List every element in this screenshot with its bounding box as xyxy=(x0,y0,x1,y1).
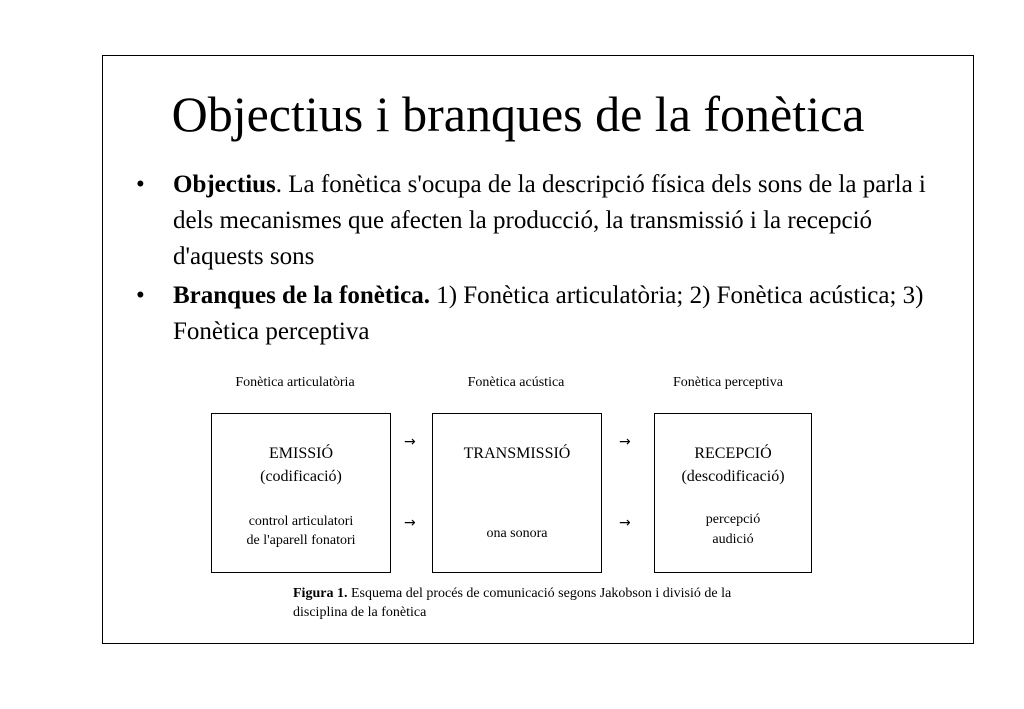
arrow-right-icon: → xyxy=(404,515,416,531)
bullet-text xyxy=(173,167,958,275)
box-detail-line: control articulatori xyxy=(248,514,354,529)
box-title: RECEPCIÓ xyxy=(694,445,772,462)
arrow-right-icon: → xyxy=(404,434,416,450)
box-title: TRANSMISSIÓ xyxy=(463,445,571,462)
box-detail-block xyxy=(212,512,390,550)
bullet-text xyxy=(173,278,958,350)
box-transmissio xyxy=(432,413,602,573)
box-detail-block xyxy=(655,510,811,550)
box-detail-line: audició xyxy=(712,532,754,547)
box-subtitle: (codificació) xyxy=(260,468,342,485)
box-detail-block xyxy=(433,522,601,545)
arrow-right-icon: → xyxy=(619,515,631,531)
column-label-perceptiva: Fonètica perceptiva xyxy=(672,375,783,390)
box-title-block xyxy=(655,442,811,488)
column-label-articulatoria: Fonètica articulatòria xyxy=(235,375,355,390)
box-title-block xyxy=(433,442,601,465)
box-subtitle: (descodificació) xyxy=(681,468,785,485)
bullet-lead: Branques de la fonètica. xyxy=(173,282,430,309)
bullet-lead: Objectius xyxy=(173,171,276,198)
column-label-acustica: Fonètica acústica xyxy=(467,375,565,390)
box-detail-line: percepció xyxy=(705,512,761,527)
bullet-marker: • xyxy=(136,171,145,198)
bullet-body: 1) Fonètica articulatòria; 2) Fonètica acústica; 3) Fonètica perceptiva xyxy=(173,282,924,345)
bullet-body: . La fonètica s'ocupa de la descripció física dels sons de la parla i dels mecanismes que afecten la producció, la transmissió i la recepció d'aquests sons xyxy=(173,171,926,270)
caption-lead: Figura 1. xyxy=(293,586,348,601)
box-emissio xyxy=(211,413,391,573)
box-title-block xyxy=(212,442,390,488)
arrow-right-icon: → xyxy=(619,434,631,450)
box-title: EMISSIÓ xyxy=(268,445,333,462)
box-recepcio xyxy=(654,413,812,573)
slide-title: Objectius i branques de la fonètica xyxy=(171,86,865,142)
box-detail-line: de l'aparell fonatori xyxy=(246,533,356,548)
caption-text: Esquema del procés de comunicació segons Jakobson i divisió de la disciplina de la fonètica xyxy=(293,586,732,620)
box-detail-line: ona sonora xyxy=(486,526,548,541)
bullet-marker: • xyxy=(136,282,145,309)
figure-caption xyxy=(293,584,763,622)
